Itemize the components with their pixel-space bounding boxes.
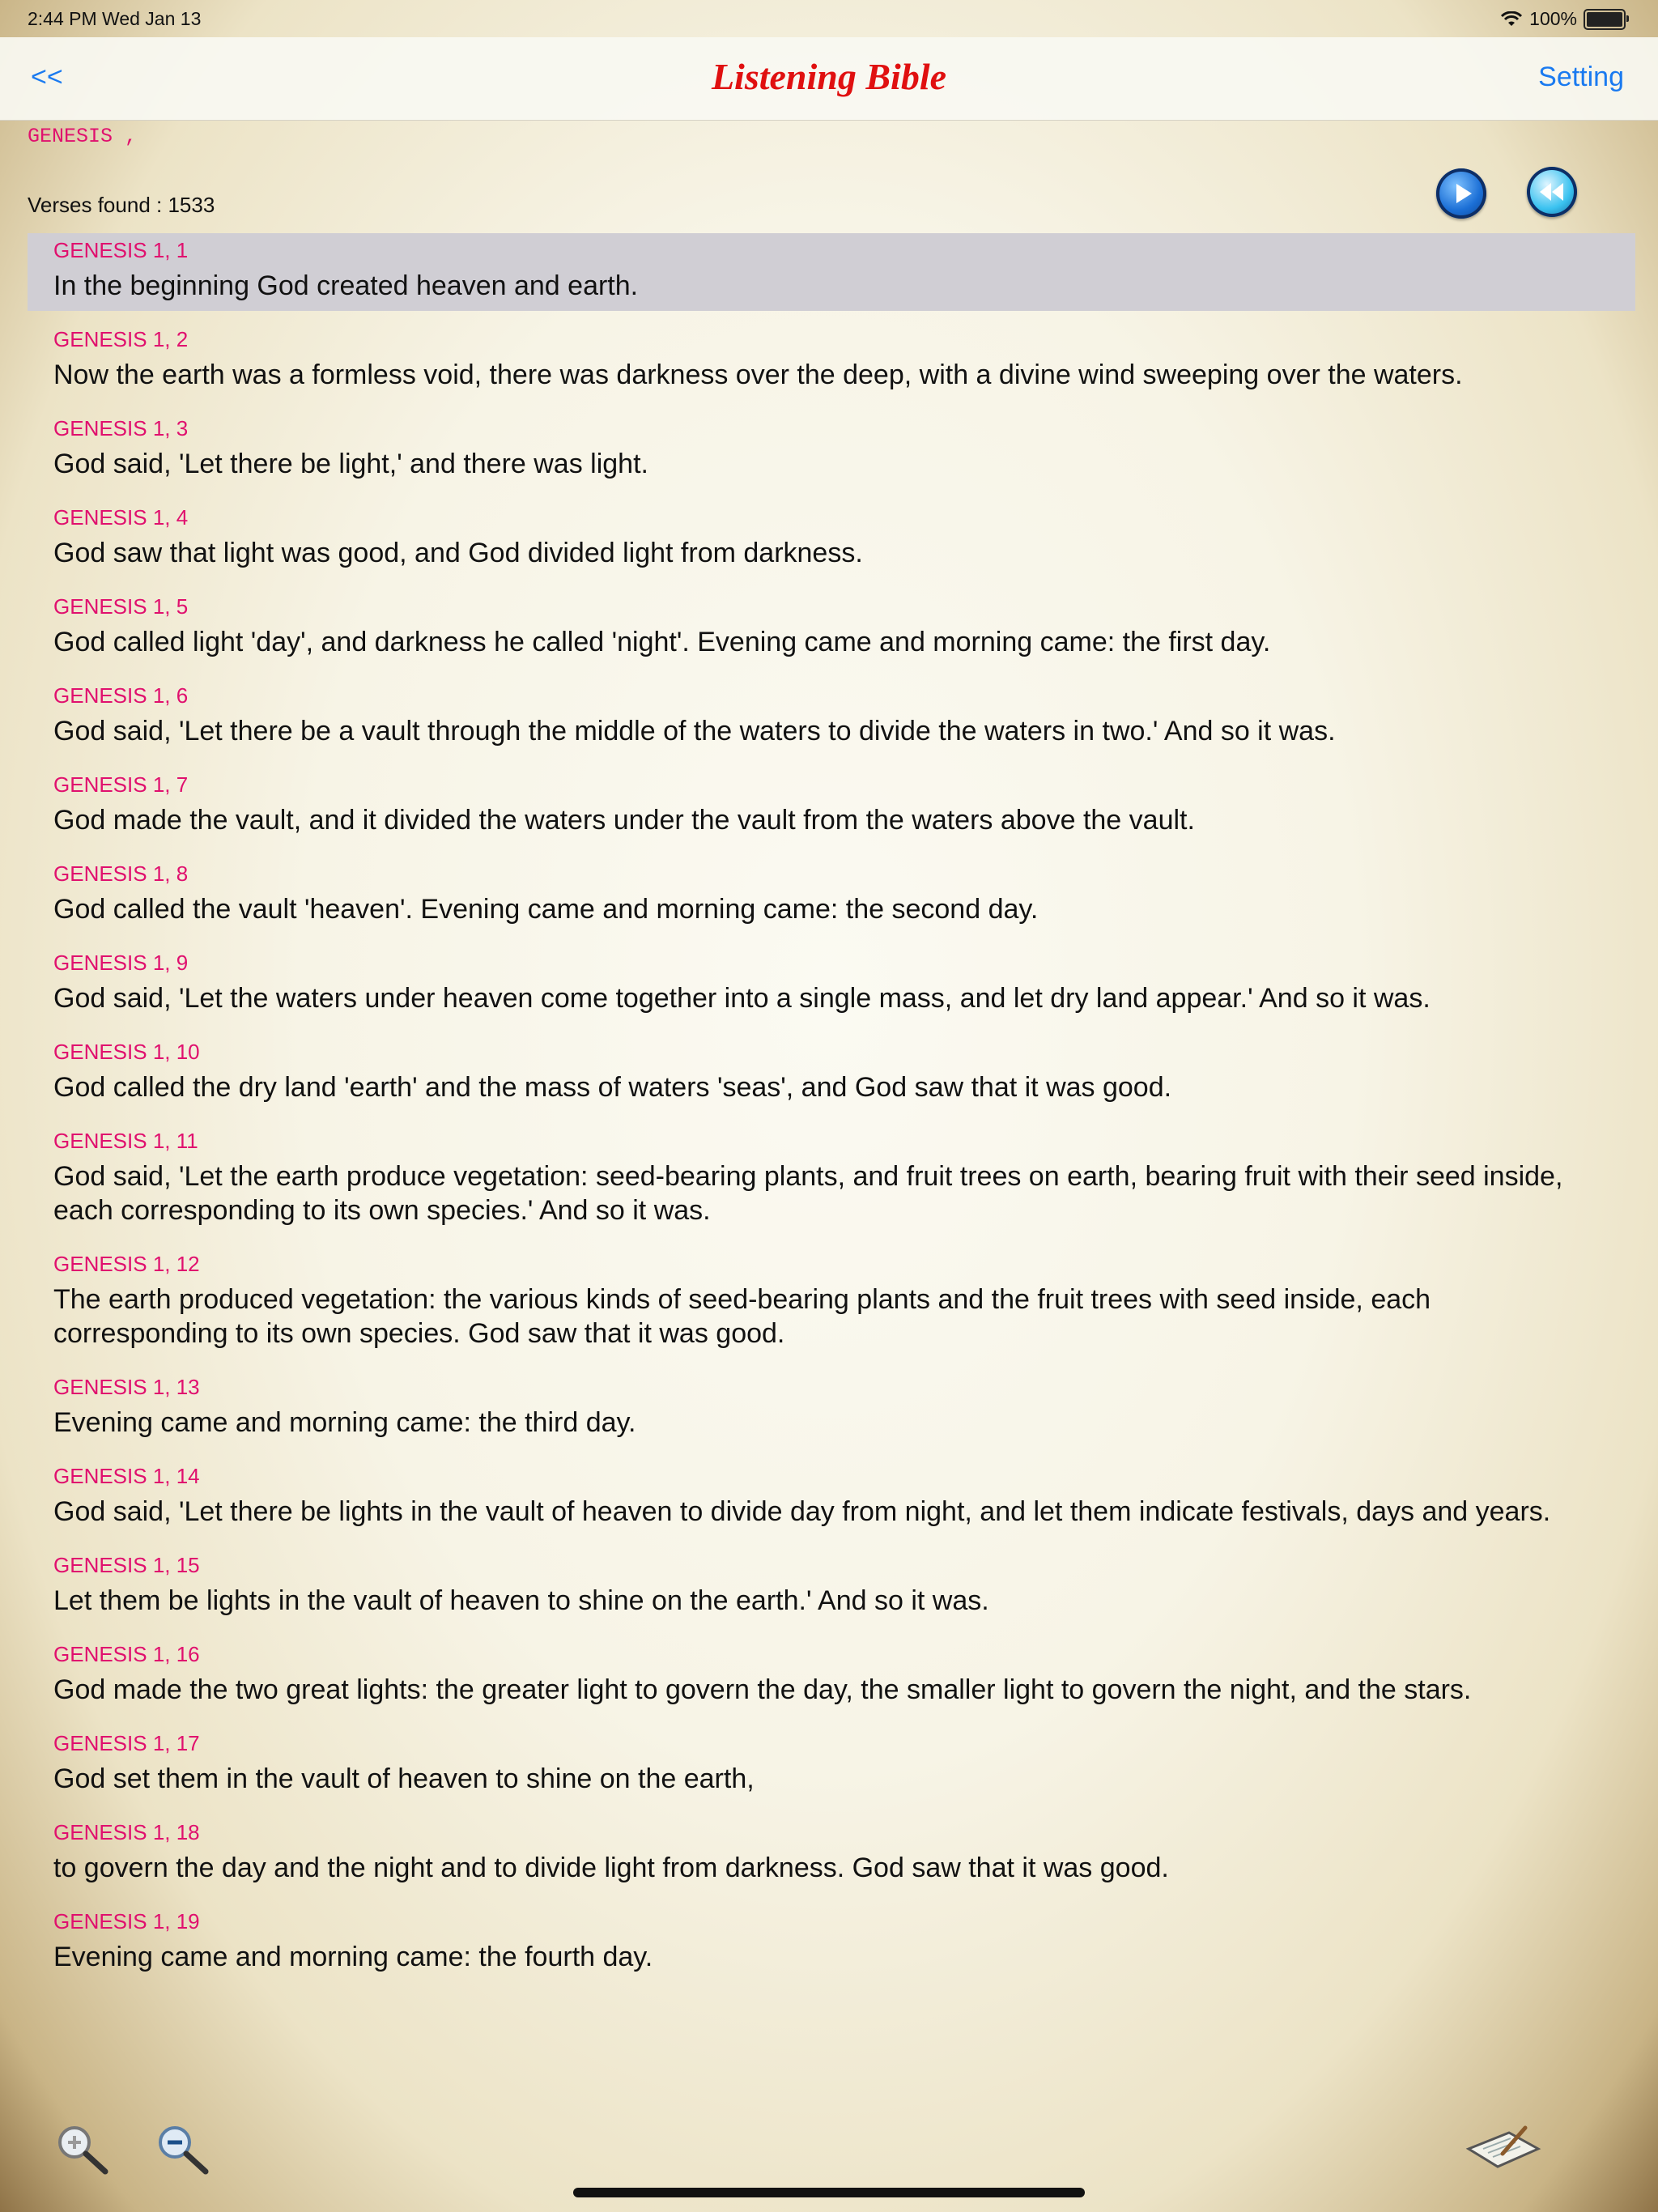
play-button[interactable] [1436, 168, 1486, 219]
verse-row[interactable] [28, 1637, 1635, 1715]
verse-text: Evening came and morning came: the fourth day. [53, 1942, 653, 1972]
verse-text: Now the earth was a formless void, there was darkness over the deep, with a divine wind sweeping over the waters. [53, 359, 1463, 390]
zoom-out-icon [151, 2121, 215, 2178]
verse-text: to govern the day and the night and to divide light from darkness. God saw that it was good. [53, 1853, 1169, 1883]
verse-text: God called the dry land 'earth' and the mass of waters 'seas', and God saw that it was good. [53, 1072, 1172, 1103]
verse-text: Let them be lights in the vault of heaven to shine on the earth.' And so it was. [53, 1585, 989, 1616]
verse-row[interactable] [28, 857, 1635, 934]
verse-row[interactable] [28, 1815, 1635, 1893]
verse-reference: GENESIS 1, 14 [53, 1464, 200, 1488]
play-icon [1436, 168, 1486, 219]
wifi-icon [1500, 11, 1523, 28]
verse-reference: GENESIS 1, 10 [53, 1040, 200, 1064]
battery-percent: 100% [1529, 8, 1577, 29]
verse-text: God said, 'Let the earth produce vegetation: seed-bearing plants, and fruit trees on earth, bearing fruit with their seed inside, each corresponding to its own species.' And so it was. [53, 1161, 1563, 1226]
verse-text: God said, 'Let the waters under heaven come together into a single mass, and let dry land appear.' And so it was. [53, 983, 1431, 1014]
verse-reference: GENESIS 1, 17 [53, 1731, 200, 1755]
book-label: GENESIS , [28, 125, 138, 148]
verse-reference: GENESIS 1, 16 [53, 1642, 200, 1666]
verse-row[interactable] [28, 946, 1635, 1023]
zoom-in-icon [50, 2121, 115, 2178]
verse-text: God said, 'Let there be light,' and there was light. [53, 449, 648, 479]
zoom-out-button[interactable] [151, 2121, 215, 2178]
verse-reference: GENESIS 1, 4 [53, 505, 189, 530]
verse-row[interactable] [28, 1035, 1635, 1112]
verse-reference: GENESIS 1, 13 [53, 1375, 200, 1399]
rewind-button[interactable] [1527, 167, 1577, 217]
verse-text: God called the vault 'heaven'. Evening came and morning came: the second day. [53, 894, 1039, 925]
verse-reference: GENESIS 1, 11 [53, 1129, 198, 1153]
verse-text: God saw that light was good, and God divided light from darkness. [53, 538, 863, 568]
verse-row[interactable] [28, 1726, 1635, 1804]
status-bar [0, 0, 1658, 37]
home-indicator [573, 2188, 1085, 2197]
verse-row[interactable] [28, 411, 1635, 489]
verse-text: In the beginning God created heaven and earth. [53, 270, 639, 301]
verse-text: God said, 'Let there be a vault through the middle of the waters to divide the waters in two.' And so it was. [53, 716, 1336, 747]
zoom-in-button[interactable] [50, 2121, 115, 2178]
verse-row[interactable] [28, 589, 1635, 667]
verse-reference: GENESIS 1, 9 [53, 951, 189, 975]
verse-reference: GENESIS 1, 19 [53, 1909, 200, 1933]
verse-reference: GENESIS 1, 12 [53, 1252, 200, 1276]
status-right [1500, 8, 1626, 30]
verse-row[interactable] [28, 768, 1635, 845]
verse-row[interactable] [28, 1904, 1635, 1982]
verse-reference: GENESIS 1, 2 [53, 327, 189, 351]
verse-text: God set them in the vault of heaven to shine on the earth, [53, 1763, 755, 1794]
verse-reference: GENESIS 1, 7 [53, 772, 189, 797]
verse-text: God made the two great lights: the greater light to govern the day, the smaller light to govern the night, and the stars. [53, 1674, 1472, 1705]
verse-row[interactable] [28, 1247, 1635, 1359]
notepad-pencil-icon [1462, 2116, 1543, 2175]
verse-reference: GENESIS 1, 8 [53, 861, 189, 886]
status-time: 2:44 PM Wed Jan 13 [28, 8, 202, 29]
verse-row[interactable] [28, 233, 1635, 311]
verse-row[interactable] [28, 1370, 1635, 1448]
verse-text: God called light 'day', and darkness he called 'night'. Evening came and morning came: the first day. [53, 627, 1271, 657]
rewind-icon [1527, 167, 1577, 217]
verses-found-count: Verses found : 1533 [28, 193, 215, 217]
back-button[interactable]: << [31, 62, 63, 92]
verse-row[interactable] [28, 1124, 1635, 1236]
verse-reference: GENESIS 1, 15 [53, 1553, 200, 1577]
verse-row[interactable] [28, 678, 1635, 756]
verse-row[interactable] [28, 1459, 1635, 1537]
verse-row[interactable] [28, 322, 1635, 400]
navigation-bar [0, 37, 1658, 121]
app-title: Listening Bible [711, 56, 947, 97]
battery-icon [1584, 9, 1626, 30]
verse-text: God made the vault, and it divided the waters under the vault from the waters above the vault. [53, 805, 1195, 836]
verse-list[interactable] [28, 233, 1635, 1982]
verse-text: God said, 'Let there be lights in the vault of heaven to divide day from night, and let them indicate festivals, days and years. [53, 1496, 1551, 1527]
verse-text: Evening came and morning came: the third day. [53, 1407, 636, 1438]
verse-row[interactable] [28, 500, 1635, 578]
verse-reference: GENESIS 1, 1 [53, 238, 189, 262]
verse-reference: GENESIS 1, 6 [53, 683, 189, 708]
verse-reference: GENESIS 1, 18 [53, 1820, 200, 1844]
notes-button[interactable] [1462, 2116, 1543, 2175]
verse-row[interactable] [28, 1548, 1635, 1626]
verse-reference: GENESIS 1, 5 [53, 594, 189, 619]
verse-reference: GENESIS 1, 3 [53, 416, 189, 440]
verse-text: The earth produced vegetation: the various kinds of seed-bearing plants and the fruit trees with seed inside, each corresponding to its own species. God saw that it was good. [53, 1284, 1431, 1349]
setting-button[interactable]: Setting [1538, 62, 1624, 92]
